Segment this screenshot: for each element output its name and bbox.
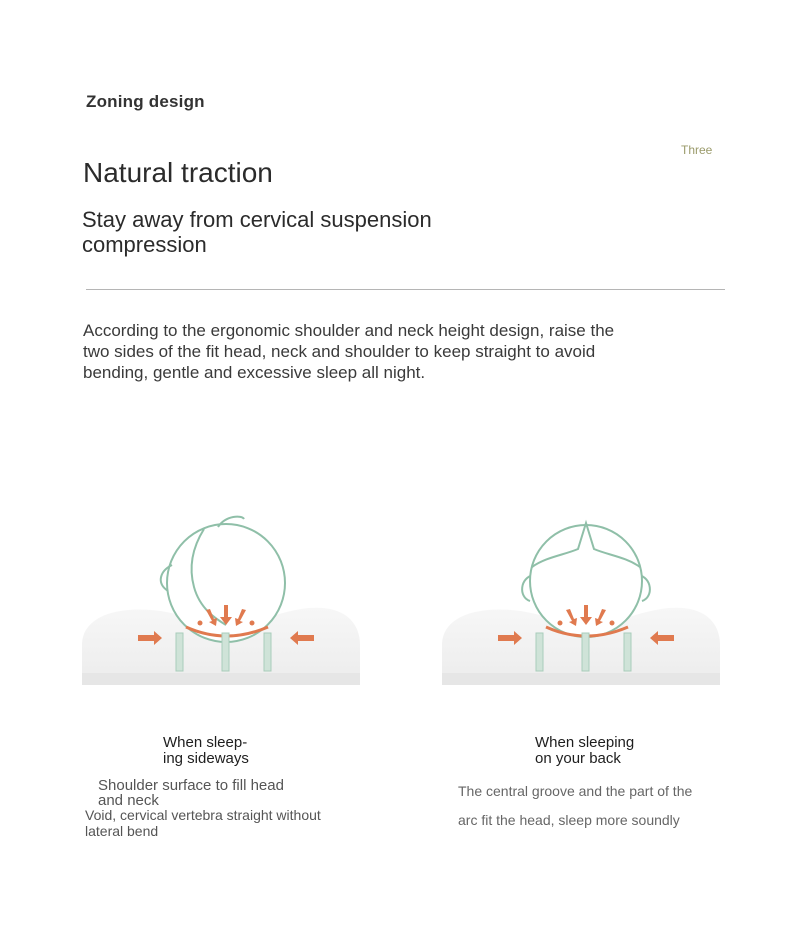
back-sleeping-illustration <box>436 505 726 695</box>
side-sleeping-text-line2: and neck <box>98 792 159 809</box>
side-sleeping-text-line4: lateral bend <box>85 823 159 839</box>
number-tag: Three <box>681 143 713 157</box>
side-sleeping-title-line2: ing sideways <box>163 750 249 767</box>
back-sleeping-title-line1: When sleeping <box>535 734 635 751</box>
section-label: Zoning design <box>86 92 205 111</box>
side-sleeping-text-b <box>85 807 321 839</box>
side-sleeping-title <box>163 735 249 767</box>
back-sleeping-title <box>535 735 634 767</box>
back-sleeping-text-line1: The central groove and the part of the <box>458 783 693 799</box>
headline: Natural traction <box>83 157 273 188</box>
back-sleeping-text <box>458 777 692 835</box>
subheadline: Stay away from cervical suspension compression <box>82 207 432 257</box>
description-text: According to the ergonomic shoulder and neck height design, raise the two sides of the fit head, neck and shoulder to keep straight to avoid bending, gentle and excessive sleep all night. <box>83 321 615 382</box>
back-sleeping-text-line2: arc fit the head, sleep more soundly <box>458 812 680 828</box>
side-sleeping-text-a <box>98 778 284 808</box>
side-sleeping-illustration <box>76 505 366 695</box>
side-sleeping-text-line1: Shoulder surface to fill head <box>98 777 284 794</box>
back-sleeping-title-line2: on your back <box>535 750 621 767</box>
divider <box>86 289 725 290</box>
side-sleeping-text-line3: Void, cervical vertebra straight without <box>85 807 321 823</box>
side-sleeping-title-line1: When sleep- <box>163 734 248 751</box>
